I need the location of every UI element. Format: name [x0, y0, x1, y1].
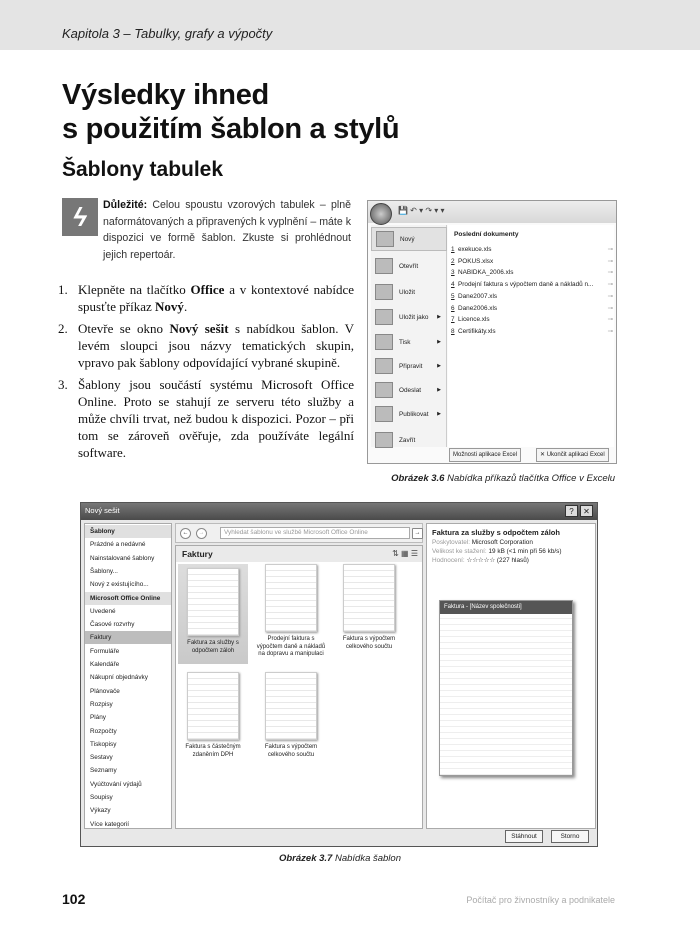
sidebar-item[interactable]: Seznamy [90, 767, 117, 775]
exit-excel-button[interactable]: ✕ Ukončit aplikaci Excel [536, 448, 609, 462]
step-text [78, 320, 354, 371]
menu-label: Odeslat [399, 386, 422, 394]
templates-pane [175, 545, 423, 829]
view-sort-icons[interactable]: ⇅ ▦ ☰ [392, 549, 418, 558]
text-run: s nabídkou šablon. V levém sloupci jsou názvy tematických skupin, vpravo pak šablony odpovídající vybrané skupině. [78, 321, 355, 370]
text-run: Otevře se okno [78, 321, 170, 336]
template-thumbnail[interactable] [334, 564, 404, 651]
step-number: 2. [58, 321, 68, 336]
pin-icon[interactable]: ⊸ [607, 327, 613, 335]
sidebar-item[interactable]: Tiskopisy [90, 740, 117, 748]
template-name: Faktura s výpočtem celkového součtu [264, 744, 318, 758]
office-button[interactable] [370, 203, 392, 225]
template-preview-image [265, 564, 317, 632]
pin-icon[interactable]: ⊸ [607, 246, 613, 253]
caption-text: Nabídka příkazů tlačítka Office v Excelu [444, 473, 615, 484]
figure-caption [0, 853, 680, 864]
menu-icon [375, 382, 393, 398]
back-icon[interactable]: ← [180, 528, 191, 539]
section-subtitle: Šablony tabulek [62, 158, 224, 181]
submenu-arrow-icon: ▶ [437, 314, 441, 320]
pin-icon[interactable]: ⊸ [607, 292, 613, 300]
access-key: 5 [451, 292, 455, 300]
important-icon: ϟ [62, 198, 98, 236]
sidebar-item[interactable]: Kalendáře [90, 661, 120, 668]
office-menu [371, 225, 447, 447]
document-name: Licence.xls [458, 316, 490, 324]
access-key: 4 [451, 281, 455, 289]
title-line: s použitím šablon a stylů [62, 113, 400, 145]
text-run: Klepněte na tlačítko [78, 282, 191, 297]
template-preview-image [187, 672, 239, 740]
menu-label: Otevřít [399, 262, 419, 270]
step-number: 3. [58, 377, 68, 392]
menu-label: Tisk [399, 338, 411, 346]
menu-item-3[interactable] [371, 305, 447, 329]
submenu-arrow-icon: ▶ [437, 363, 441, 369]
recent-document[interactable] [451, 327, 613, 336]
search-go-icon[interactable]: → [412, 528, 423, 539]
sidebar-item[interactable]: Faktury [85, 631, 171, 644]
menu-icon [375, 432, 393, 448]
chapter-title: Kapitola 3 – Tabulky, grafy a výpočty [62, 26, 273, 41]
sidebar-item[interactable]: Soupisy [90, 794, 113, 801]
navigation-bar [175, 523, 423, 543]
menu-icon [375, 284, 393, 300]
menu-item-1[interactable] [371, 254, 447, 278]
text-run: . [183, 299, 188, 314]
document-name: POKUS.xlsx [458, 257, 494, 265]
menu-item-5[interactable] [371, 354, 447, 378]
list-item [58, 281, 354, 315]
votes: (227 hlasů) [496, 557, 529, 564]
sidebar-item[interactable]: Nainstalované šablony [90, 554, 155, 562]
template-thumbnail[interactable] [178, 564, 248, 664]
document-name: Prodejní faktura s výpočtem daně a nákladů n... [458, 281, 594, 289]
recent-document[interactable] [451, 257, 613, 266]
template-preview-image [343, 564, 395, 632]
document-name: Dane2007.xls [458, 292, 498, 300]
sidebar-item[interactable]: Vyúčtování výdajů [90, 780, 142, 788]
text-run: Šablony jsou součástí systému Microsoft Office Online. Proto se stahují ze serveru této služby a může chvíli trvat, než budou k dispozici. Pozor – při tom se zároveň ověřuje, zda používáte legální software. [78, 377, 354, 460]
sidebar-item[interactable]: Nákupní objednávky [90, 674, 148, 682]
forward-icon[interactable]: → [196, 528, 207, 539]
menu-label: Uložit jako [399, 313, 429, 321]
sidebar-item[interactable]: Rozpočty [90, 727, 117, 735]
detail-title: Faktura za služby s odpočtem záloh [432, 528, 560, 537]
bold-term: Office [190, 282, 225, 297]
access-key: 3 [451, 269, 455, 277]
document-name: Dane2006.xls [458, 304, 498, 312]
recent-document[interactable] [451, 292, 613, 301]
menu-icon [375, 258, 393, 274]
step-text [78, 281, 354, 315]
submenu-arrow-icon: ▶ [437, 411, 441, 417]
sidebar-item[interactable]: Uvedené [90, 607, 116, 615]
access-key: 1 [451, 246, 455, 253]
excel-options-label: Možnosti aplikace Excel [453, 452, 518, 458]
list-item [58, 320, 354, 371]
menu-item-8[interactable] [371, 428, 447, 452]
sidebar-item[interactable]: Šablony [85, 525, 171, 538]
page-title [62, 78, 399, 146]
new-workbook-dialog [80, 502, 598, 847]
category-sidebar [84, 523, 172, 829]
recent-document[interactable] [451, 245, 613, 254]
dialog-title-bar [81, 503, 597, 520]
access-key: 6 [451, 304, 455, 312]
rating-label: Hodnocení: [432, 557, 465, 564]
menu-label: Zavřít [399, 436, 416, 444]
sidebar-item[interactable]: Více kategorií [90, 820, 130, 828]
bold-term: Nový [155, 299, 184, 314]
preview-title: Faktura - [Název společnosti] [440, 601, 572, 614]
pin-icon[interactable]: ⊸ [607, 316, 613, 324]
pin-icon[interactable]: ⊸ [607, 281, 613, 289]
help-icon[interactable]: ? [565, 505, 578, 517]
template-detail [426, 523, 596, 829]
recent-document[interactable] [451, 315, 613, 324]
sidebar-item[interactable]: Sestavy [90, 754, 113, 762]
menu-item-7[interactable] [371, 402, 447, 426]
step-number: 1. [58, 282, 68, 297]
pin-icon[interactable]: ⊸ [607, 304, 613, 312]
sidebar-item[interactable]: Šablony... [90, 567, 118, 575]
quick-access-toolbar[interactable]: 💾 ↶ ▾ ↷ ▾ ▾ [398, 206, 445, 215]
figure-caption [391, 473, 615, 484]
provider-label: Poskytovatel: [432, 539, 471, 546]
template-name: Faktura s částečným zdaněním DPH [185, 744, 241, 758]
document-name: exekuce.xls [458, 246, 492, 253]
important-note [103, 197, 351, 263]
section-heading: Faktury [176, 546, 422, 562]
close-icon[interactable]: ✕ [580, 505, 593, 517]
book-title: Počítač pro živnostníky a podnikatele [466, 895, 615, 905]
caption-text: Nabídka šablon [332, 853, 401, 864]
menu-icon [375, 309, 393, 325]
menu-item-0[interactable] [371, 227, 447, 251]
sidebar-item[interactable]: Nový z existujícího... [90, 581, 149, 589]
template-preview-image [265, 672, 317, 740]
template-name: Faktura s výpočtem celkového součtu [342, 636, 396, 650]
template-thumbnail[interactable] [256, 564, 326, 659]
sidebar-item[interactable]: Časové rozvrhy [90, 621, 135, 629]
cancel-button[interactable]: Storno [551, 830, 589, 843]
recent-document[interactable] [451, 280, 613, 289]
menu-item-4[interactable] [371, 330, 447, 354]
download-size: 19 kB (<1 min při 56 kb/s) [488, 548, 562, 555]
document-name: NABIDKA_2006.xls [458, 269, 514, 277]
template-name: Prodejní faktura s výpočtem daně a nákladů na dopravu a manipulaci [256, 636, 326, 657]
caption-label: Obrázek 3.6 [391, 473, 445, 484]
access-key: 2 [451, 257, 455, 265]
download-button[interactable]: Stáhnout [505, 830, 543, 843]
template-preview-image [187, 568, 239, 636]
step-text [78, 376, 354, 461]
steps-list [58, 281, 354, 466]
rating-stars[interactable]: ☆☆☆☆☆ [466, 557, 496, 564]
exit-excel-label: Ukončit aplikaci Excel [546, 452, 605, 458]
template-name: Faktura za služby s odpočtem záloh [187, 640, 239, 654]
menu-label: Uložit [399, 288, 415, 296]
running-header [0, 0, 700, 50]
sidebar-item[interactable]: Plány [90, 714, 106, 722]
pin-icon[interactable]: ⊸ [607, 257, 613, 265]
submenu-arrow-icon: ▶ [437, 339, 441, 345]
menu-icon [375, 358, 393, 374]
list-item [58, 376, 354, 461]
dialog-title: Nový sešit [85, 506, 120, 515]
template-preview [439, 600, 573, 776]
note-text: Celou spoustu vzorových tabulek – plně naformátovaných a připravených k vyplnění – máte k dispozici ve formě šablon. Zkuste si prohlédnout jejich repertoár. [103, 199, 351, 261]
caption-label: Obrázek 3.7 [278, 853, 333, 864]
provider: Microsoft Corporation [471, 539, 533, 546]
bold-term: Nový sešit [169, 321, 229, 336]
sidebar-item[interactable]: Plánovače [90, 687, 120, 695]
sidebar-item[interactable]: Formuláře [90, 647, 120, 655]
document-name: Certifikáty.xls [458, 327, 496, 335]
sidebar-item[interactable]: Prázdné a nedávné [90, 541, 146, 549]
recent-document[interactable] [451, 268, 613, 277]
menu-icon [375, 406, 393, 422]
menu-icon [376, 231, 394, 247]
text-run: a v kontextové nabídce spusťte příkaz [78, 282, 354, 314]
menu-item-2[interactable] [371, 280, 447, 304]
menu-item-6[interactable] [371, 378, 447, 402]
template-thumbnail[interactable] [178, 672, 248, 759]
pin-icon[interactable]: ⊸ [607, 269, 613, 277]
excel-options-button[interactable] [449, 448, 521, 462]
sidebar-item[interactable]: Rozpisy [90, 700, 113, 708]
search-input[interactable]: Vyhledat šablonu ve službě Microsoft Office Online [220, 527, 410, 539]
menu-label: Nový [400, 235, 415, 243]
menu-label: Publikovat [399, 410, 429, 418]
recent-document[interactable] [451, 304, 613, 313]
title-line: Výsledky ihned [62, 79, 269, 111]
menu-label: Připravit [399, 362, 423, 370]
office-menu-screenshot [367, 200, 617, 464]
note-label: Důležité: [103, 199, 148, 211]
access-key: 8 [451, 327, 455, 335]
size-label: Velikost ke stažení: [432, 548, 487, 555]
access-key: 7 [451, 316, 455, 324]
submenu-arrow-icon: ▶ [437, 387, 441, 393]
template-thumbnail[interactable] [256, 672, 326, 759]
page-number: 102 [62, 891, 86, 907]
sidebar-item[interactable]: Microsoft Office Online [85, 592, 171, 605]
sidebar-item[interactable]: Výkazy [90, 807, 111, 815]
menu-icon [375, 334, 393, 350]
recent-documents [448, 225, 614, 447]
recent-title: Poslední dokumenty [454, 231, 519, 238]
